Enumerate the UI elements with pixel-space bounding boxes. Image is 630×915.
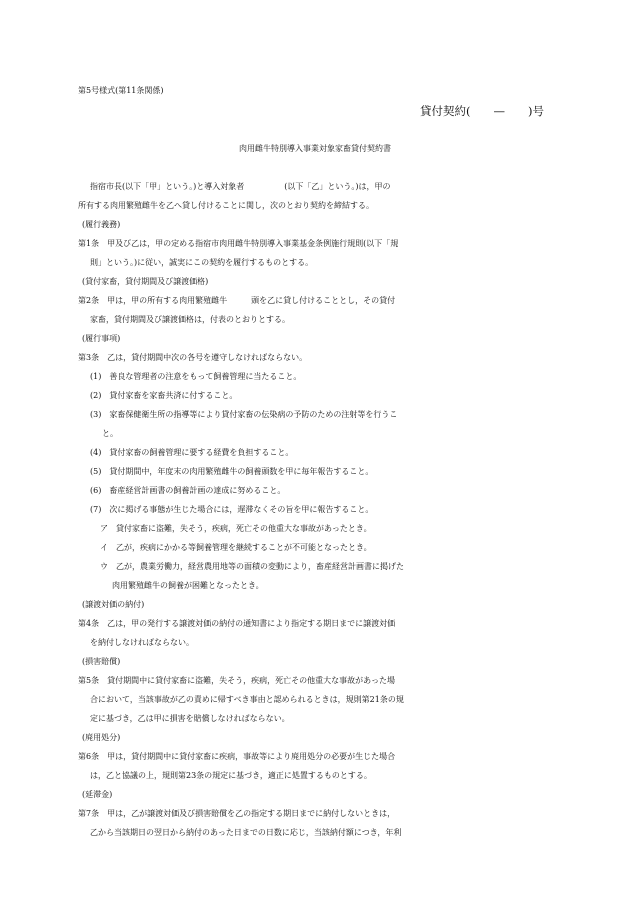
article-3-item-7-i: イ 乙が，疾病にかかる等飼養管理を継続することが不可能となったとき。 xyxy=(100,543,372,552)
article-3-item-7-u-cont: 肉用繁殖雌牛の飼養が困難となったとき。 xyxy=(112,581,264,590)
article-3-line-1: 第3条 乙は，貸付期間中次の各号を遵守しなければならない。 xyxy=(78,353,308,362)
article-1-line-2: 則」という。)に従い，誠実にこの契約を履行するものとする。 xyxy=(90,258,314,267)
article-2-heading: (貸付家畜，貸付期間及び譲渡価格) xyxy=(82,277,209,286)
article-7-heading: (延滞金) xyxy=(82,790,113,799)
article-1-heading: (履行義務) xyxy=(82,220,121,229)
contract-number: 貸付契約( — )号 xyxy=(420,104,544,118)
document-title: 肉用雌牛特別導入事業対象家畜貸付契約書 xyxy=(239,144,391,153)
article-5-line-1: 第5条 貸付期間中に貸付家畜に盗難，失そう，疾病，死亡その他重大な事故があった場 xyxy=(78,676,396,685)
article-2-line-2: 家畜，貸付期間及び譲渡価格は，付表のとおりとする。 xyxy=(90,315,290,324)
article-6-heading: (廃用処分) xyxy=(82,733,121,742)
article-4-line-2: を納付しなければならない。 xyxy=(90,638,194,647)
article-5-heading: (損害賠償) xyxy=(82,657,121,666)
article-3-item-1: (1) 善良な管理者の注意をもって飼養管理に当たること。 xyxy=(90,372,302,381)
article-3-item-4: (4) 貸付家畜の飼養管理に要する経費を負担すること。 xyxy=(90,448,294,457)
article-6-line-1: 第6条 甲は，貸付期間中に貸付家畜に疾病，事故等により廃用処分の必要が生じた場合 xyxy=(78,752,396,761)
article-4-line-1: 第4条 乙は，甲の発行する譲渡対価の納付の通知書により指定する期日までに譲渡対価 xyxy=(78,619,396,628)
article-7-line-2: 乙から当該期日の翌日から納付のあった日までの日数に応じ，当該納付額につき，年利 xyxy=(90,828,402,837)
article-5-line-3: 定に基づき，乙は甲に損害を賠償しなければならない。 xyxy=(90,714,290,723)
article-3-item-5: (5) 貸付期間中，年度末の肉用繁殖雌牛の飼養頭数を甲に毎年報告すること。 xyxy=(90,467,374,476)
article-3-item-3: (3) 家畜保健衛生所の指導等により貸付家畜の伝染病の予防のための注射等を行うこ xyxy=(90,410,398,419)
intro-line-1: 指宿市長(以下「甲」という。)と導入対象者 (以下「乙」という。)は，甲の xyxy=(90,182,391,191)
article-3-item-3-cont: と。 xyxy=(102,429,118,438)
article-4-heading: (譲渡対価の納付) xyxy=(82,600,145,609)
article-1-line-1: 第1条 甲及び乙は，甲の定める指宿市肉用雌牛特別導入事業基金条例施行規則(以下「規 xyxy=(78,239,399,248)
article-3-item-7-a: ア 貸付家畜に盗難，失そう，疾病，死亡その他重大な事故があったとき。 xyxy=(100,524,372,533)
article-3-item-7-u: ウ 乙が，農業労働力，経営農用地等の面積の変動により，畜産経営計画書に掲げた xyxy=(100,562,404,571)
article-2-line-1: 第2条 甲は，甲の所有する肉用繁殖雌牛 頭を乙に貸し付けることとし，その貸付 xyxy=(78,296,396,305)
article-3-item-7: (7) 次に掲げる事態が生じた場合には，遅滞なくその旨を甲に報告すること。 xyxy=(90,505,374,514)
article-6-line-2: は，乙と協議の上，規則第23条の規定に基づき，適正に処置するものとする。 xyxy=(90,771,372,780)
intro-line-2: 所有する肉用繁殖雌牛を乙へ貸し付けることに関し，次のとおり契約を締結する。 xyxy=(78,201,374,210)
article-3-item-2: (2) 貸付家畜を家畜共済に付すること。 xyxy=(90,391,238,400)
article-3-item-6: (6) 畜産経営計画書の飼養計画の達成に努めること。 xyxy=(90,486,286,495)
article-5-line-2: 合において，当該事故が乙の責めに帰すべき事由と認められるときは，規則第21条の規 xyxy=(90,695,404,704)
article-3-heading: (履行事項) xyxy=(82,334,121,343)
article-7-line-1: 第7条 甲は，乙が譲渡対価及び損害賠償を乙の指定する期日までに納付しないときは， xyxy=(78,809,396,818)
form-number: 第5号様式(第11条関係) xyxy=(78,86,164,95)
